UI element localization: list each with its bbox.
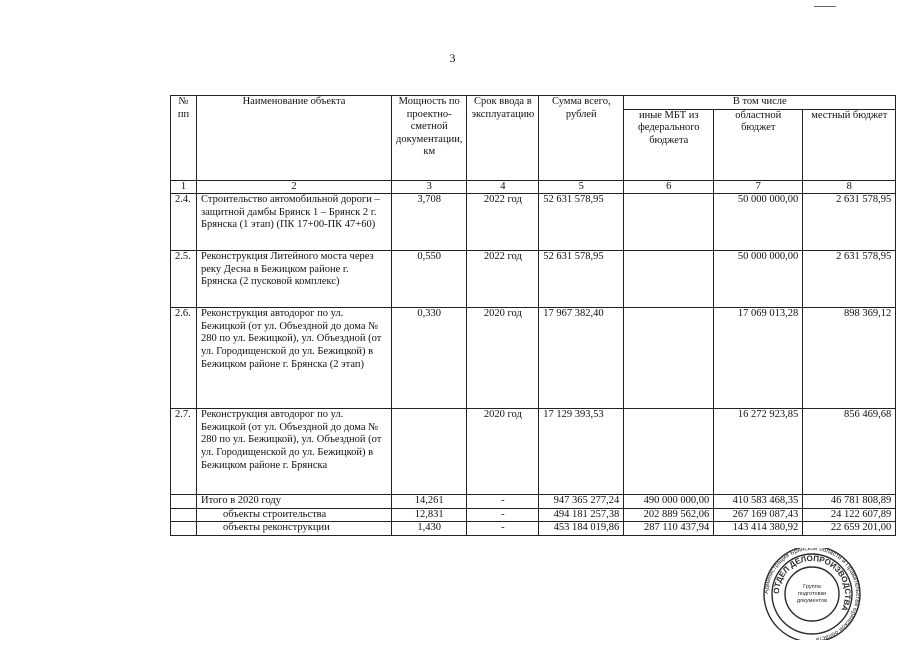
row-power: 0,330 xyxy=(392,308,467,409)
row-mbt xyxy=(624,308,714,409)
row-regional: 50 000 000,00 xyxy=(714,251,803,308)
row-power xyxy=(392,409,467,495)
total-regional: 143 414 380,92 xyxy=(714,522,803,536)
row-term: 2020 год xyxy=(467,308,539,409)
column-number-row xyxy=(171,180,896,194)
total-regional: 410 583 468,35 xyxy=(714,495,803,509)
row-local: 898 369,12 xyxy=(803,308,896,409)
svg-text:Администрация Брянской области: Администрация Брянской области и Правительства Брянской области xyxy=(762,548,862,640)
row-term: 2022 год xyxy=(467,194,539,251)
total-sum: 453 184 019,86 xyxy=(539,522,624,536)
total-mbt: 202 889 562,06 xyxy=(624,508,714,522)
table-row xyxy=(171,308,896,409)
total-local: 46 781 808,89 xyxy=(803,495,896,509)
total-label: объекты строительства xyxy=(197,508,392,522)
column-number: 1 xyxy=(171,180,197,194)
row-regional: 16 272 923,85 xyxy=(714,409,803,495)
total-term: - xyxy=(467,508,539,522)
row-local: 2 631 578,95 xyxy=(803,194,896,251)
row-power: 3,708 xyxy=(392,194,467,251)
empty-cell xyxy=(171,508,197,522)
header-name: Наименование объекта xyxy=(197,96,392,181)
official-stamp xyxy=(762,548,862,640)
budget-table xyxy=(170,95,896,536)
row-mbt xyxy=(624,194,714,251)
total-mbt: 287 110 437,94 xyxy=(624,522,714,536)
row-term: 2022 год xyxy=(467,251,539,308)
total-label: Итого в 2020 году xyxy=(197,495,392,509)
total-sum: 494 181 257,38 xyxy=(539,508,624,522)
row-num: 2.5. xyxy=(171,251,197,308)
row-num: 2.7. xyxy=(171,409,197,495)
row-name: Реконструкция автодорог по ул. Бежицкой (от ул. Объездной до дома № 280 по ул. Бежицкой), ул. Объездной (от ул. Городищенской до ул. Бежицкой) в Бежицком районе г. Брянска xyxy=(197,409,392,495)
row-num: 2.6. xyxy=(171,308,197,409)
header-power: Мощность по проектно-сметной документации, км xyxy=(392,96,467,181)
row-name: Реконструкция автодорог по ул. Бежицкой (от ул. Объездной до дома № 280 по ул. Бежицкой), ул. Объездной (от ул. Городищенской до ул. Бежицкой) в Бежицком районе г. Брянска (2 этап) xyxy=(197,308,392,409)
column-number: 8 xyxy=(803,180,896,194)
row-total: 52 631 578,95 xyxy=(539,194,624,251)
row-mbt xyxy=(624,251,714,308)
table-row xyxy=(171,194,896,251)
row-total: 17 967 382,40 xyxy=(539,308,624,409)
row-regional: 17 069 013,28 xyxy=(714,308,803,409)
table-row xyxy=(171,251,896,308)
total-term: - xyxy=(467,522,539,536)
total-regional: 267 169 087,43 xyxy=(714,508,803,522)
total-row xyxy=(171,495,896,509)
svg-text:подготовки: подготовки xyxy=(797,591,827,597)
svg-text:ОТДЕЛ ДЕЛОПРОИЗВОДСТВА: ОТДЕЛ ДЕЛОПРОИЗВОДСТВА xyxy=(771,553,853,613)
column-number: 3 xyxy=(392,180,467,194)
column-number: 5 xyxy=(539,180,624,194)
total-row xyxy=(171,522,896,536)
row-local: 2 631 578,95 xyxy=(803,251,896,308)
header-local: местный бюджет xyxy=(803,109,896,180)
column-number: 7 xyxy=(714,180,803,194)
table-row xyxy=(171,409,896,495)
row-total: 17 129 393,53 xyxy=(539,409,624,495)
empty-cell xyxy=(171,522,197,536)
header-including: В том числе xyxy=(624,96,896,110)
total-power: 14,261 xyxy=(392,495,467,509)
stamp-seal-icon xyxy=(762,548,862,640)
row-power: 0,550 xyxy=(392,251,467,308)
row-mbt xyxy=(624,409,714,495)
header-num: № пп xyxy=(171,96,197,181)
column-number: 6 xyxy=(624,180,714,194)
total-label: объекты реконструкции xyxy=(197,522,392,536)
total-row xyxy=(171,508,896,522)
total-power: 12,831 xyxy=(392,508,467,522)
header-mbt: иные МБТ из федерального бюджета xyxy=(624,109,714,180)
column-number: 2 xyxy=(197,180,392,194)
total-mbt: 490 000 000,00 xyxy=(624,495,714,509)
empty-cell xyxy=(171,495,197,509)
page-number: 3 xyxy=(449,51,456,65)
row-total: 52 631 578,95 xyxy=(539,251,624,308)
row-regional: 50 000 000,00 xyxy=(714,194,803,251)
total-term: - xyxy=(467,495,539,509)
column-number: 4 xyxy=(467,180,539,194)
total-local: 22 659 201,00 xyxy=(803,522,896,536)
corner-mark xyxy=(814,6,836,7)
header-total: Сумма всего, рублей xyxy=(539,96,624,181)
row-name: Реконструкция Литейного моста через реку Десна в Бежицком районе г. Брянска (2 пусковой комплекс) xyxy=(197,251,392,308)
total-power: 1,430 xyxy=(392,522,467,536)
row-name: Строительство автомобильной дороги – защитной дамбы Брянск 1 – Брянск 2 г. Брянска (1 этап) (ПК 17+00-ПК 47+60) xyxy=(197,194,392,251)
header-regional: областной бюджет xyxy=(714,109,803,180)
row-term: 2020 год xyxy=(467,409,539,495)
total-local: 24 122 607,89 xyxy=(803,508,896,522)
header-term: Срок ввода в эксплуатацию xyxy=(467,96,539,181)
row-local: 856 469,68 xyxy=(803,409,896,495)
row-num: 2.4. xyxy=(171,194,197,251)
total-sum: 947 365 277,24 xyxy=(539,495,624,509)
svg-text:документов: документов xyxy=(796,598,828,604)
svg-text:Группа: Группа xyxy=(803,584,821,590)
